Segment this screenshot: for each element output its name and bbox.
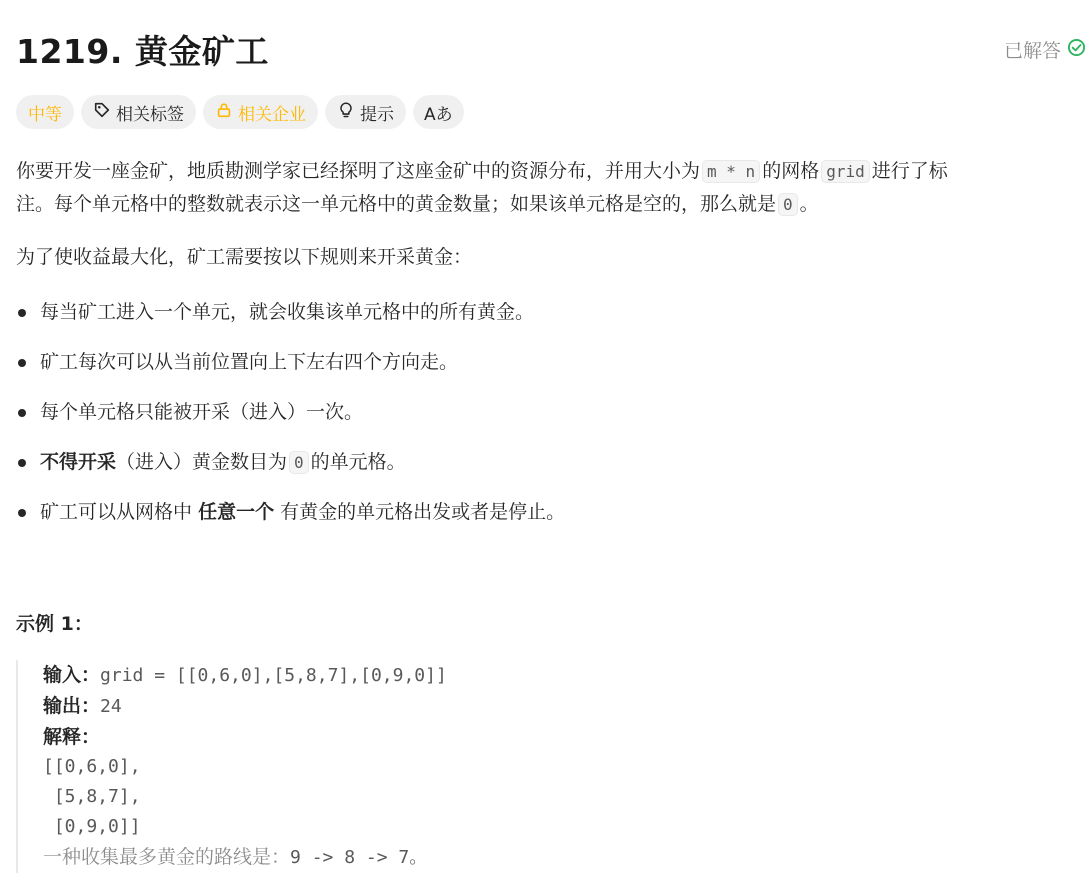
example-input-line bbox=[43, 660, 943, 691]
list-item bbox=[16, 496, 565, 546]
related-tags-button[interactable] bbox=[81, 95, 196, 129]
description-paragraph-2: 为了使收益最大化，矿工需要按以下规则来开采黄金： bbox=[16, 246, 473, 268]
difficulty-label: 中等 bbox=[28, 104, 62, 125]
rule-bold-text: 不得开采 bbox=[40, 451, 117, 473]
lightbulb-icon bbox=[337, 101, 355, 124]
inline-code-zero: 0 bbox=[289, 451, 309, 474]
check-circle-icon bbox=[1067, 38, 1086, 62]
description-text: 注。每个单元格中的整数就表示这一单元格中的黄金数量；如果该单元格是空的，那么就是 bbox=[16, 193, 777, 215]
input-value: grid = [[0,6,0],[5,8,7],[0,9,0]] bbox=[100, 665, 447, 686]
difficulty-badge bbox=[16, 95, 74, 129]
description-text: 你要开发一座金矿，地质勘测学家已经探明了这座金矿中的资源分布，并用大小为 bbox=[16, 160, 701, 182]
example-explain-text bbox=[43, 842, 943, 873]
tag-row bbox=[16, 95, 464, 129]
rule-text: 每当矿工进入一个单元，就会收集该单元格中的所有黄金。 bbox=[40, 301, 535, 323]
rule-text: 矿工每次可以从当前位置向上下左右四个方向走。 bbox=[40, 351, 459, 373]
related-companies-button[interactable] bbox=[203, 95, 318, 129]
description-text: 。 bbox=[799, 193, 819, 215]
translate-icon: Aあ bbox=[424, 104, 453, 125]
description-text: 的网格 bbox=[762, 160, 820, 182]
rules-list bbox=[16, 296, 565, 546]
rule-text: 矿工可以从网格中 bbox=[40, 501, 193, 523]
inline-code-m-n: m * n bbox=[702, 160, 760, 183]
rule-bold-text: 任意一个 bbox=[198, 501, 275, 523]
list-item bbox=[16, 396, 565, 446]
inline-code-zero: 0 bbox=[778, 193, 798, 216]
rule-text: 的单元格。 bbox=[310, 451, 406, 473]
explain-text: 一种收集最多黄金的路线是： bbox=[43, 846, 291, 868]
input-label: 输入： bbox=[43, 664, 101, 686]
output-value: 24 bbox=[100, 696, 122, 717]
example-explain-line bbox=[43, 722, 943, 752]
example-block bbox=[16, 660, 943, 873]
example-grid-row: [0,9,0]] bbox=[43, 816, 141, 837]
list-item bbox=[16, 296, 565, 346]
solved-label: 已解答 bbox=[1003, 40, 1061, 62]
hint-label: 提示 bbox=[360, 104, 394, 125]
related-tags-label: 相关标签 bbox=[116, 104, 184, 125]
example-output-line bbox=[43, 691, 943, 722]
related-companies-label: 相关企业 bbox=[238, 104, 306, 125]
example-grid-row: [5,8,7], bbox=[43, 786, 141, 807]
rule-text: （进入）黄金数目为 bbox=[116, 451, 288, 473]
hint-button[interactable] bbox=[325, 95, 406, 129]
problem-title: 1219. 黄金矿工 bbox=[16, 32, 269, 71]
example-title: 示例 1： bbox=[16, 613, 93, 635]
lock-icon bbox=[215, 101, 233, 124]
output-label: 输出： bbox=[43, 695, 101, 717]
solved-status bbox=[1004, 36, 1086, 63]
description-paragraph-1 bbox=[16, 155, 1076, 221]
explain-path: 9 -> 8 -> 7。 bbox=[290, 847, 428, 868]
inline-code-grid: grid bbox=[821, 160, 870, 183]
translate-button[interactable] bbox=[413, 95, 464, 129]
description-text: 进行了标 bbox=[871, 160, 948, 182]
rule-text: 有黄金的单元格出发或者是停止。 bbox=[280, 501, 566, 523]
example-grid-row: [[0,6,0], bbox=[43, 756, 141, 777]
list-item bbox=[16, 446, 565, 496]
rule-text: 每个单元格只能被开采（进入）一次。 bbox=[40, 401, 364, 423]
tag-icon bbox=[93, 101, 111, 124]
list-item bbox=[16, 346, 565, 396]
explain-label: 解释： bbox=[43, 726, 101, 748]
